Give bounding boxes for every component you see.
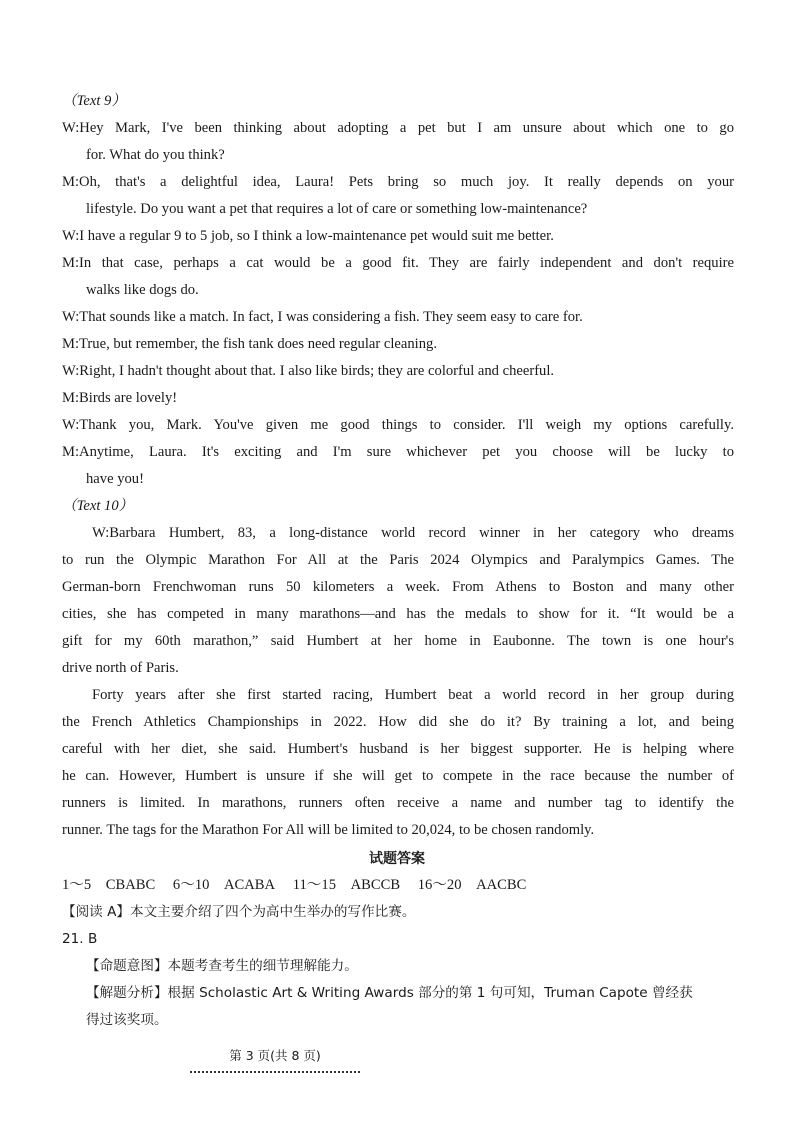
- text9-section: [62, 88, 734, 493]
- text10-line: German-born Frenchwoman runs 50 kilometers a week. From Athens to Boston and many other: [62, 579, 734, 595]
- text10-line: gift for my 60th marathon,” said Humbert at her home in Eaubonne. The town is one hour's: [62, 633, 734, 649]
- text9-line: M:Anytime, Laura. It's exciting and I'm sure whichever pet you choose will be lucky to: [62, 444, 734, 460]
- answer-group: 1～5 CBABC: [62, 877, 156, 893]
- text10-line: cities, she has competed in many marathons—and has the medals to show for it. “It would be a: [62, 606, 734, 622]
- text9-line: walks like dogs do.: [86, 282, 199, 298]
- text10-line: Forty years after she first started racing, Humbert beat a world record in her group during: [92, 687, 734, 703]
- page-number: 第 3 页(共 8 页): [229, 1048, 321, 1063]
- text10-line: runner. The tags for the Marathon For All will be limited to 20,024, to be chosen randomly.: [62, 822, 595, 838]
- text10-line: to run the Olympic Marathon For All at the Paris 2024 Olympics and Paralympics Games. The: [62, 552, 734, 568]
- text9-line: M:Oh, that's a delightful idea, Laura! Pets bring so much joy. It really depends on your: [62, 174, 734, 190]
- text9-line: lifestyle. Do you want a pet that requires a lot of care or something low-maintenance?: [86, 201, 588, 217]
- text10-section: [62, 493, 734, 844]
- question-analysis: 【解题分析】根据 Scholastic Art & Writing Awards 部分的第 1 句可知，Truman Capote 曾经获: [86, 985, 693, 1001]
- question-intent: 【命题意图】本题考查考生的细节理解能力。: [86, 958, 358, 974]
- text9-line: M:True, but remember, the fish tank does need regular cleaning.: [62, 336, 437, 352]
- page-footer: [190, 1046, 360, 1073]
- answers-title: 试题答案: [369, 851, 425, 867]
- text10-line: runners is limited. In marathons, runners often receive a name and number tag to identify the: [62, 795, 734, 811]
- answer-group: 16～20 AACBC: [417, 877, 527, 893]
- text9-line: for. What do you think?: [86, 147, 225, 163]
- text10-line: the French Athletics Championships in 2022. How did she do it? By training a lot, and being: [62, 714, 734, 730]
- text9-line: W:Right, I hadn't thought about that. I also like birds; they are colorful and cheerful.: [62, 363, 555, 379]
- text9-label: （Text 9）: [62, 93, 126, 109]
- text10-line: drive north of Paris.: [62, 660, 179, 676]
- text10-line: careful with her diet, she said. Humbert's husband is her biggest supporter. He is helping where: [62, 741, 734, 757]
- reading-a-intro: 【阅读 A】本文主要介绍了四个为高中生举办的写作比赛。: [62, 904, 416, 920]
- text9-line: M:In that case, perhaps a cat would be a good fit. They are fairly independent and don't require: [62, 255, 734, 271]
- text9-line: W:Thank you, Mark. You've given me good things to consider. I'll weigh my options carefully.: [62, 417, 734, 433]
- text10-line: W:Barbara Humbert, 83, a long-distance world record winner in her category who dreams: [92, 525, 734, 541]
- text9-line: have you!: [86, 471, 144, 487]
- answer-group: 11～15 ABCCB: [292, 877, 401, 893]
- answer-group: 6～10 ACABA: [172, 877, 276, 893]
- answer-key: [62, 872, 734, 899]
- footer-underline: [190, 1065, 360, 1073]
- question-analysis-cont: 得过该奖项。: [86, 1012, 168, 1028]
- text10-line: he can. However, Humbert is unsure if she will get to compete in the race because the number of: [62, 768, 734, 784]
- question-21-answer: 21. B: [62, 931, 98, 947]
- text9-line: W:Hey Mark, I've been thinking about adopting a pet but I am unsure about which one to go: [62, 120, 734, 136]
- text9-line: M:Birds are lovely!: [62, 390, 178, 406]
- reading-a-section: [62, 899, 734, 1034]
- text10-label: （Text 10）: [62, 498, 134, 514]
- text9-line: W:I have a regular 9 to 5 job, so I think a low-maintenance pet would suit me better.: [62, 228, 554, 244]
- text9-line: W:That sounds like a match. In fact, I was considering a fish. They seem easy to care for.: [62, 309, 583, 325]
